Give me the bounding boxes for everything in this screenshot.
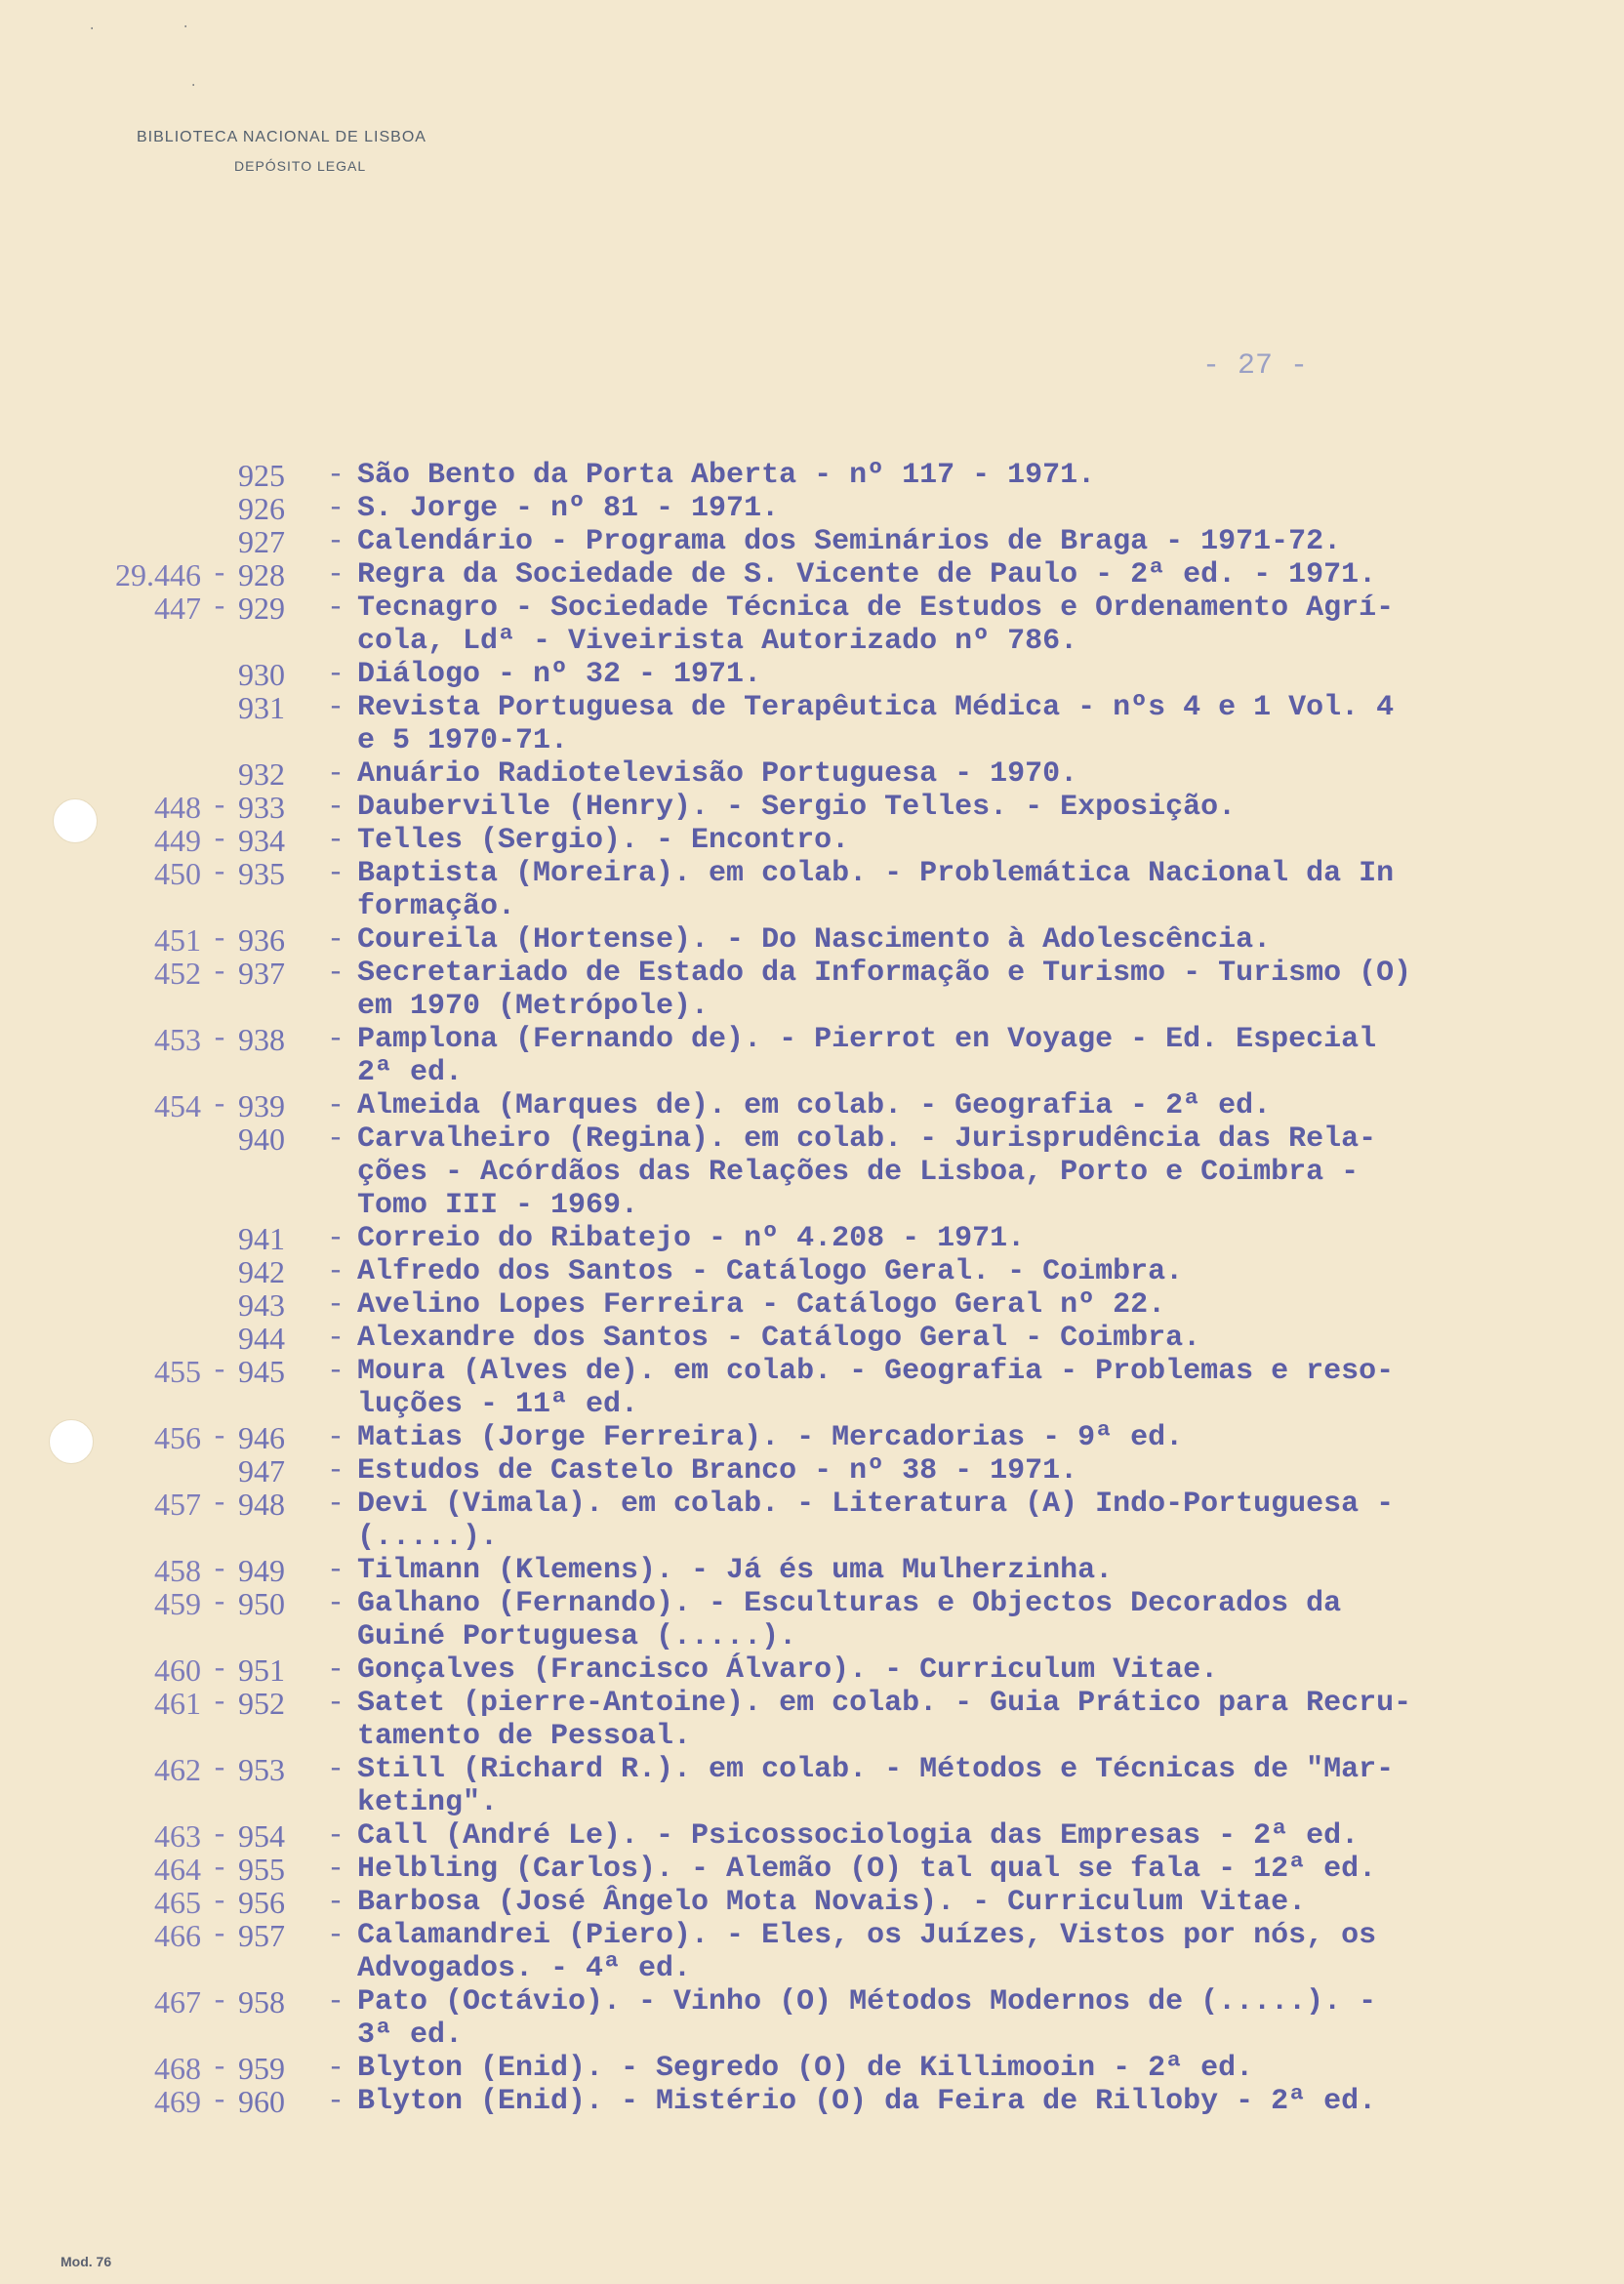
- separator: -: [210, 558, 228, 591]
- catalog-entry: [84, 824, 1548, 857]
- form-model: Mod. 76: [61, 2254, 112, 2269]
- registration-number: [84, 1222, 201, 1255]
- separator: [201, 1454, 238, 1488]
- registration-number: 456: [154, 1420, 201, 1455]
- registration-number: [84, 1454, 201, 1488]
- entry-number: 937: [238, 956, 285, 991]
- catalog-entry: [84, 1886, 1548, 1919]
- separator: -: [326, 1687, 345, 1720]
- separator: -: [210, 591, 228, 625]
- separator: -: [326, 957, 345, 990]
- registration-number: 466: [154, 1918, 201, 1953]
- entry-number: 941: [238, 1221, 285, 1256]
- separator: -: [326, 1919, 345, 1952]
- entry-number: 925: [238, 458, 285, 493]
- registration-number: 452: [154, 956, 201, 991]
- entry-text: Blyton (Enid). - Mistério (O) da Feira de Rilloby - 2ª ed.: [357, 2085, 1377, 2118]
- registration-number: 469: [154, 2084, 201, 2119]
- entry-number: 933: [238, 790, 285, 825]
- entry-text: Pamplona (Fernando de). - Pierrot en Voyage - Ed. Especial 2ª ed.: [357, 1023, 1377, 1089]
- registration-number: [84, 1288, 201, 1322]
- paper-spot: ·: [88, 21, 97, 37]
- catalog-entry: [84, 1222, 1548, 1255]
- catalog-entry: [84, 2085, 1548, 2118]
- separator: [201, 1322, 238, 1355]
- registration-number: [84, 1255, 201, 1288]
- catalog-entry: [84, 1753, 1548, 1819]
- entry-number: 935: [238, 856, 285, 891]
- entry-text: Barbosa (José Ângelo Mota Novais). - Curriculum Vitae.: [357, 1886, 1307, 1919]
- catalog-entry: [84, 525, 1548, 558]
- separator: -: [326, 1454, 345, 1488]
- registration-number: 453: [154, 1022, 201, 1057]
- entry-number: 952: [238, 1686, 285, 1721]
- catalog-entry: [84, 1819, 1548, 1853]
- separator: -: [210, 1687, 228, 1720]
- entry-text: Coureila (Hortense). - Do Nascimento à Adolescência.: [357, 923, 1272, 957]
- entry-number: 943: [238, 1287, 285, 1323]
- institution-name: BIBLIOTECA NACIONAL DE LISBOA: [137, 129, 426, 145]
- catalog-entry: [84, 791, 1548, 824]
- entry-number: 939: [238, 1088, 285, 1123]
- entry-text: Gonçalves (Francisco Álvaro). - Curriculum Vitae.: [357, 1653, 1219, 1687]
- registration-number: 450: [154, 856, 201, 891]
- letterhead: [137, 129, 426, 174]
- entry-text: Call (André Le). - Psicossociologia das Empresas - 2ª ed.: [357, 1819, 1360, 1853]
- separator: -: [210, 1488, 228, 1521]
- paper-spot: ·: [189, 78, 198, 94]
- entry-number: 948: [238, 1487, 285, 1522]
- separator: -: [326, 2052, 345, 2085]
- separator: -: [326, 691, 345, 724]
- separator: -: [210, 957, 228, 990]
- entry-number: 938: [238, 1022, 285, 1057]
- entry-number: 934: [238, 823, 285, 858]
- entry-text: Almeida (Marques de). em colab. - Geografia - 2ª ed.: [357, 1089, 1272, 1122]
- separator: -: [326, 1322, 345, 1355]
- separator: -: [210, 1985, 228, 2019]
- separator: -: [326, 1554, 345, 1587]
- separator: -: [326, 1587, 345, 1620]
- separator: -: [326, 1023, 345, 1056]
- entry-number: 949: [238, 1553, 285, 1588]
- entry-number: 955: [238, 1852, 285, 1887]
- registration-number: [84, 1122, 201, 1222]
- catalog-entry: [84, 1322, 1548, 1355]
- separator: -: [210, 1819, 228, 1853]
- entry-text: Pato (Octávio). - Vinho (O) Métodos Modernos de (.....). - 3ª ed.: [357, 1985, 1377, 2052]
- entry-number: 942: [238, 1254, 285, 1289]
- separator: -: [326, 492, 345, 525]
- catalog-entry: [84, 1554, 1548, 1587]
- entry-text: Devi (Vimala). em colab. - Literatura (A) Indo-Portuguesa - (.....).: [357, 1488, 1395, 1554]
- entry-text: Carvalheiro (Regina). em colab. - Jurisprudência das Rela- ções - Acórdãos das Relações de Lisboa, Porto e Coimbra - Tomo III - 1969.: [357, 1122, 1377, 1222]
- separator: [201, 757, 238, 791]
- catalog-entry: [84, 1587, 1548, 1653]
- entry-text: Diálogo - nº 32 - 1971.: [357, 658, 762, 691]
- registration-number: 447: [154, 591, 201, 626]
- separator: -: [326, 1886, 345, 1919]
- catalog-entry: [84, 1919, 1548, 1985]
- separator: -: [326, 1122, 345, 1156]
- entry-number: 960: [238, 2084, 285, 2119]
- separator: -: [326, 757, 345, 791]
- registration-number: [84, 459, 201, 492]
- registration-number: 458: [154, 1553, 201, 1588]
- separator: -: [326, 857, 345, 890]
- separator: -: [326, 2085, 345, 2118]
- catalog-entry: [84, 1255, 1548, 1288]
- separator: -: [326, 1288, 345, 1322]
- catalog-entries: [84, 459, 1548, 2118]
- entry-number: 957: [238, 1918, 285, 1953]
- separator: [201, 658, 238, 691]
- separator: -: [210, 1653, 228, 1687]
- entry-number: 953: [238, 1752, 285, 1787]
- separator: [201, 459, 238, 492]
- catalog-entry: [84, 857, 1548, 923]
- catalog-entry: [84, 1454, 1548, 1488]
- entry-text: Tilmann (Klemens). - Já és uma Mulherzinha.: [357, 1554, 1114, 1587]
- entry-number: 950: [238, 1586, 285, 1621]
- entry-number: 954: [238, 1818, 285, 1854]
- separator: -: [326, 1421, 345, 1454]
- separator: -: [326, 1355, 345, 1388]
- separator: -: [210, 1355, 228, 1388]
- registration-number: 457: [154, 1487, 201, 1522]
- registration-number: [84, 525, 201, 558]
- punch-hole: [53, 798, 98, 843]
- registration-number: 29.446: [115, 557, 201, 592]
- separator: -: [326, 1853, 345, 1886]
- catalog-entry: [84, 658, 1548, 691]
- separator: -: [210, 857, 228, 890]
- entry-number: 958: [238, 1984, 285, 2019]
- entry-number: 944: [238, 1321, 285, 1356]
- separator: [201, 1222, 238, 1255]
- separator: -: [210, 1853, 228, 1886]
- entry-number: 947: [238, 1453, 285, 1489]
- entry-text: Estudos de Castelo Branco - nº 38 - 1971.: [357, 1454, 1078, 1488]
- registration-number: 459: [154, 1586, 201, 1621]
- entry-text: Satet (pierre-Antoine). em colab. - Guia Prático para Recru- tamento de Pessoal.: [357, 1687, 1412, 1753]
- entry-number: 956: [238, 1885, 285, 1920]
- catalog-entry: [84, 492, 1548, 525]
- paper-spot: ·: [182, 20, 190, 35]
- entry-text: Dauberville (Henry). - Sergio Telles. - Exposição.: [357, 791, 1237, 824]
- entry-text: Matias (Jorge Ferreira). - Mercadorias - 9ª ed.: [357, 1421, 1184, 1454]
- entry-text: Calamandrei (Piero). - Eles, os Juízes, Vistos por nós, os Advogados. - 4ª ed.: [357, 1919, 1377, 1985]
- catalog-entry: [84, 957, 1548, 1023]
- catalog-entry: [84, 1355, 1548, 1421]
- entry-text: Helbling (Carlos). - Alemão (O) tal qual se fala - 12ª ed.: [357, 1853, 1377, 1886]
- entry-number: 936: [238, 922, 285, 958]
- catalog-entry: [84, 1687, 1548, 1753]
- catalog-entry: [84, 1288, 1548, 1322]
- separator: [201, 1288, 238, 1322]
- catalog-entry: [84, 1023, 1548, 1089]
- separator: [201, 1122, 238, 1222]
- punch-hole: [49, 1419, 94, 1464]
- entry-text: Alfredo dos Santos - Catálogo Geral. - Coimbra.: [357, 1255, 1184, 1288]
- entry-text: Regra da Sociedade de S. Vicente de Paulo - 2ª ed. - 1971.: [357, 558, 1377, 591]
- registration-number: 460: [154, 1652, 201, 1688]
- separator: -: [326, 824, 345, 857]
- registration-number: 449: [154, 823, 201, 858]
- separator: -: [210, 1919, 228, 1952]
- entry-text: Secretariado de Estado da Informação e Turismo - Turismo (O) em 1970 (Metrópole).: [357, 957, 1412, 1023]
- entry-text: Tecnagro - Sociedade Técnica de Estudos e Ordenamento Agrí- cola, Ldª - Viveirista Autorizado nº 786.: [357, 591, 1395, 658]
- catalog-entry: [84, 923, 1548, 957]
- separator: -: [210, 1587, 228, 1620]
- entry-text: Blyton (Enid). - Segredo (O) de Killimooin - 2ª ed.: [357, 2052, 1254, 2085]
- catalog-entry: [84, 591, 1548, 658]
- catalog-entry: [84, 1421, 1548, 1454]
- separator: -: [210, 1023, 228, 1056]
- entry-text: S. Jorge - nº 81 - 1971.: [357, 492, 780, 525]
- separator: -: [326, 1985, 345, 2019]
- registration-number: 462: [154, 1752, 201, 1787]
- department-name: DEPÓSITO LEGAL: [234, 158, 367, 174]
- separator: -: [210, 824, 228, 857]
- entry-text: Calendário - Programa dos Seminários de Braga - 1971-72.: [357, 525, 1342, 558]
- catalog-entry: [84, 1488, 1548, 1554]
- separator: [201, 691, 238, 757]
- registration-number: 461: [154, 1686, 201, 1721]
- separator: -: [210, 2085, 228, 2118]
- catalog-entry: [84, 1122, 1548, 1222]
- registration-number: 467: [154, 1984, 201, 2019]
- separator: [201, 492, 238, 525]
- entry-text: Anuário Radiotelevisão Portuguesa - 1970.: [357, 757, 1078, 791]
- separator: -: [326, 1488, 345, 1521]
- registration-number: 454: [154, 1088, 201, 1123]
- separator: -: [210, 1554, 228, 1587]
- catalog-entry: [84, 1089, 1548, 1122]
- catalog-entry: [84, 757, 1548, 791]
- entry-number: 928: [238, 557, 285, 592]
- separator: -: [326, 1222, 345, 1255]
- catalog-entry: [84, 2052, 1548, 2085]
- entry-text: Moura (Alves de). em colab. - Geografia - Problemas e reso- luções - 11ª ed.: [357, 1355, 1395, 1421]
- entry-text: Correio do Ribatejo - nº 4.208 - 1971.: [357, 1222, 1026, 1255]
- separator: -: [326, 1653, 345, 1687]
- entry-number: 930: [238, 657, 285, 692]
- catalog-entry: [84, 691, 1548, 757]
- entry-number: 951: [238, 1652, 285, 1688]
- entry-number: 931: [238, 690, 285, 725]
- separator: -: [326, 658, 345, 691]
- registration-number: [84, 691, 201, 757]
- catalog-entry: [84, 1985, 1548, 2052]
- separator: -: [210, 791, 228, 824]
- registration-number: 448: [154, 790, 201, 825]
- entry-text: Alexandre dos Santos - Catálogo Geral - Coimbra.: [357, 1322, 1201, 1355]
- separator: -: [326, 591, 345, 625]
- separator: -: [210, 923, 228, 957]
- separator: [201, 525, 238, 558]
- entry-text: Revista Portuguesa de Terapêutica Médica - nºs 4 e 1 Vol. 4 e 5 1970-71.: [357, 691, 1395, 757]
- entry-number: 927: [238, 524, 285, 559]
- catalog-entry: [84, 1853, 1548, 1886]
- catalog-entry: [84, 1653, 1548, 1687]
- separator: -: [326, 558, 345, 591]
- separator: -: [326, 923, 345, 957]
- registration-number: [84, 492, 201, 525]
- separator: -: [326, 525, 345, 558]
- entry-text: Still (Richard R.). em colab. - Métodos e Técnicas de "Mar- keting".: [357, 1753, 1395, 1819]
- catalog-entry: [84, 459, 1548, 492]
- entry-number: 929: [238, 591, 285, 626]
- entry-number: 946: [238, 1420, 285, 1455]
- registration-number: 451: [154, 922, 201, 958]
- entry-text: Avelino Lopes Ferreira - Catálogo Geral nº 22.: [357, 1288, 1166, 1322]
- separator: -: [210, 1886, 228, 1919]
- entry-number: 940: [238, 1122, 285, 1157]
- page-number: - 27 -: [1202, 349, 1309, 383]
- separator: -: [210, 2052, 228, 2085]
- entry-text: Baptista (Moreira). em colab. - Problemática Nacional da In formação.: [357, 857, 1395, 923]
- entry-number: 945: [238, 1354, 285, 1389]
- registration-number: 455: [154, 1354, 201, 1389]
- entry-text: Telles (Sergio). - Encontro.: [357, 824, 850, 857]
- separator: -: [210, 1753, 228, 1786]
- registration-number: 465: [154, 1885, 201, 1920]
- registration-number: 464: [154, 1852, 201, 1887]
- separator: -: [326, 1819, 345, 1853]
- separator: -: [210, 1089, 228, 1122]
- separator: -: [326, 791, 345, 824]
- entry-number: 926: [238, 491, 285, 526]
- separator: -: [210, 1421, 228, 1454]
- entry-text: São Bento da Porta Aberta - nº 117 - 1971.: [357, 459, 1096, 492]
- separator: -: [326, 1753, 345, 1786]
- registration-number: 463: [154, 1818, 201, 1854]
- separator: -: [326, 1255, 345, 1288]
- registration-number: 468: [154, 2051, 201, 2086]
- separator: [201, 1255, 238, 1288]
- entry-number: 932: [238, 756, 285, 792]
- catalog-entry: [84, 558, 1548, 591]
- registration-number: [84, 658, 201, 691]
- registration-number: [84, 757, 201, 791]
- entry-number: 959: [238, 2051, 285, 2086]
- entry-text: Galhano (Fernando). - Esculturas e Objectos Decorados da Guiné Portuguesa (.....).: [357, 1587, 1342, 1653]
- registration-number: [84, 1322, 201, 1355]
- separator: -: [326, 459, 345, 492]
- separator: -: [326, 1089, 345, 1122]
